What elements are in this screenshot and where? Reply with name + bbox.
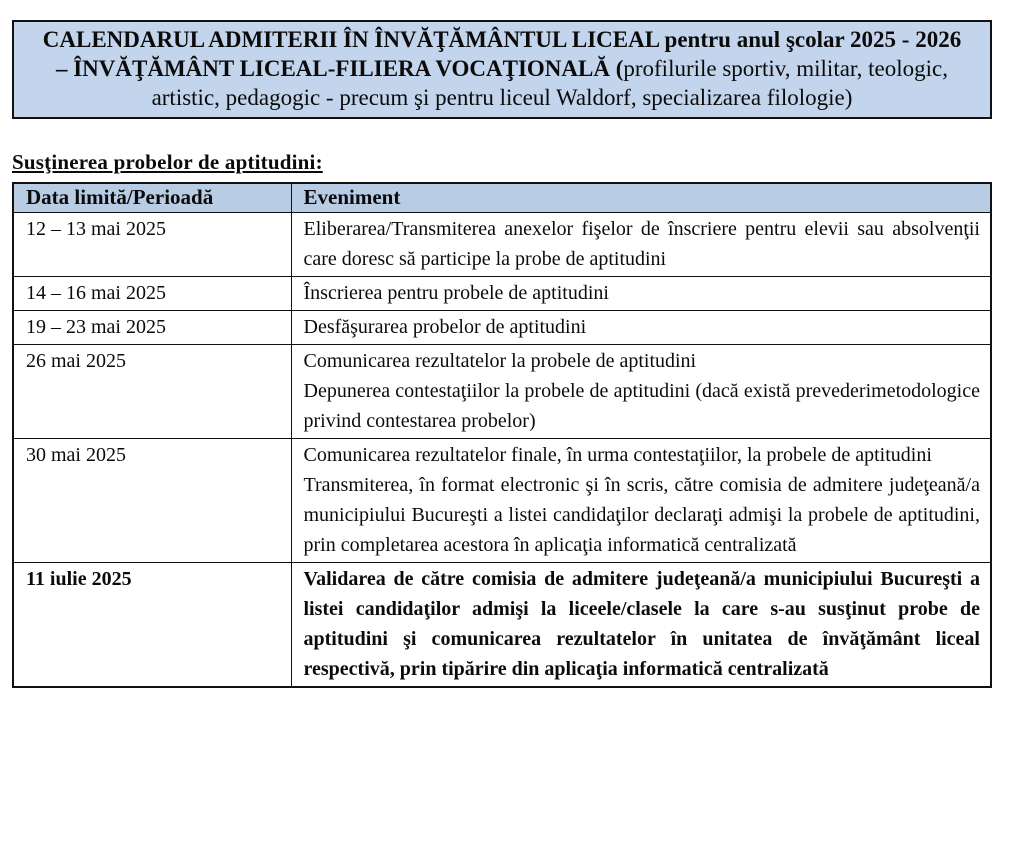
col-header-event: Eveniment bbox=[291, 183, 991, 213]
table-row bbox=[13, 311, 991, 345]
table-header-row bbox=[13, 183, 991, 213]
table-row bbox=[13, 563, 991, 688]
table-row bbox=[13, 345, 991, 439]
date-cell: 12 – 13 mai 2025 bbox=[13, 213, 291, 277]
document-title-box bbox=[12, 20, 992, 119]
event-paragraph: Transmiterea, în format electronic şi în scris, către comisia de admitere judeţeană/a municipiului Bucureşti a listei candidaţilor declaraţi admişi la probele de aptitudini, prin completarea acestora în aplicaţia informatică centralizată bbox=[303, 474, 980, 556]
table-row bbox=[13, 277, 991, 311]
event-paragraph: Comunicarea rezultatelor finale, în urma contestaţiilor, la probele de aptitudini bbox=[303, 444, 932, 466]
date-cell: 26 mai 2025 bbox=[13, 345, 291, 439]
document-title-bold: CALENDARUL ADMITERII ÎN ÎNVĂŢĂMÂNTUL LICEAL pentru anul şcolar 2025 - 2026 – ÎNVĂŢĂMÂNT LICEAL-FILIERA VOCAŢIONALĂ ( bbox=[42, 27, 962, 81]
date-cell: 19 – 23 mai 2025 bbox=[13, 311, 291, 345]
event-cell bbox=[291, 345, 991, 439]
event-cell bbox=[291, 563, 991, 688]
section-heading: Susţinerea probelor de aptitudini: bbox=[12, 150, 323, 174]
event-cell bbox=[291, 311, 991, 345]
event-paragraph: Depunerea contestaţiilor la probele de aptitudini (dacă există prevederimetodologice privind contestarea probelor) bbox=[303, 380, 980, 432]
table-row bbox=[13, 213, 991, 277]
event-cell bbox=[291, 213, 991, 277]
date-cell: 11 iulie 2025 bbox=[13, 563, 291, 688]
col-header-date: Data limită/Perioadă bbox=[13, 183, 291, 213]
document-title-regular: profilurile sportiv, militar, teologic, artistic, pedagogic - precum şi pentru liceul Waldorf, specializarea filologie) bbox=[151, 56, 948, 110]
date-cell: 14 – 16 mai 2025 bbox=[13, 277, 291, 311]
event-paragraph: Eliberarea/Transmiterea anexelor fişelor de înscriere pentru elevii sau absolvenţii care doresc să participe la probe de aptitudini bbox=[303, 218, 980, 270]
event-cell bbox=[291, 277, 991, 311]
event-paragraph: Desfăşurarea probelor de aptitudini bbox=[303, 316, 587, 338]
admission-calendar-table bbox=[12, 182, 992, 688]
event-paragraph: Comunicarea rezultatelor la probele de aptitudini bbox=[303, 350, 697, 372]
date-cell: 30 mai 2025 bbox=[13, 439, 291, 563]
table-row bbox=[13, 439, 991, 563]
event-paragraph: Validarea de către comisia de admitere judeţeană/a municipiului Bucureşti a listei candidaţilor admişi la liceele/clasele la care s-au susţinut probe de aptitudini şi comunicarea rezultatelor în unitatea de învăţământ liceal respectivă, prin tipărire din aplicaţia informatică centralizată bbox=[303, 568, 980, 680]
event-cell bbox=[291, 439, 991, 563]
event-paragraph: Înscrierea pentru probele de aptitudini bbox=[303, 282, 609, 304]
